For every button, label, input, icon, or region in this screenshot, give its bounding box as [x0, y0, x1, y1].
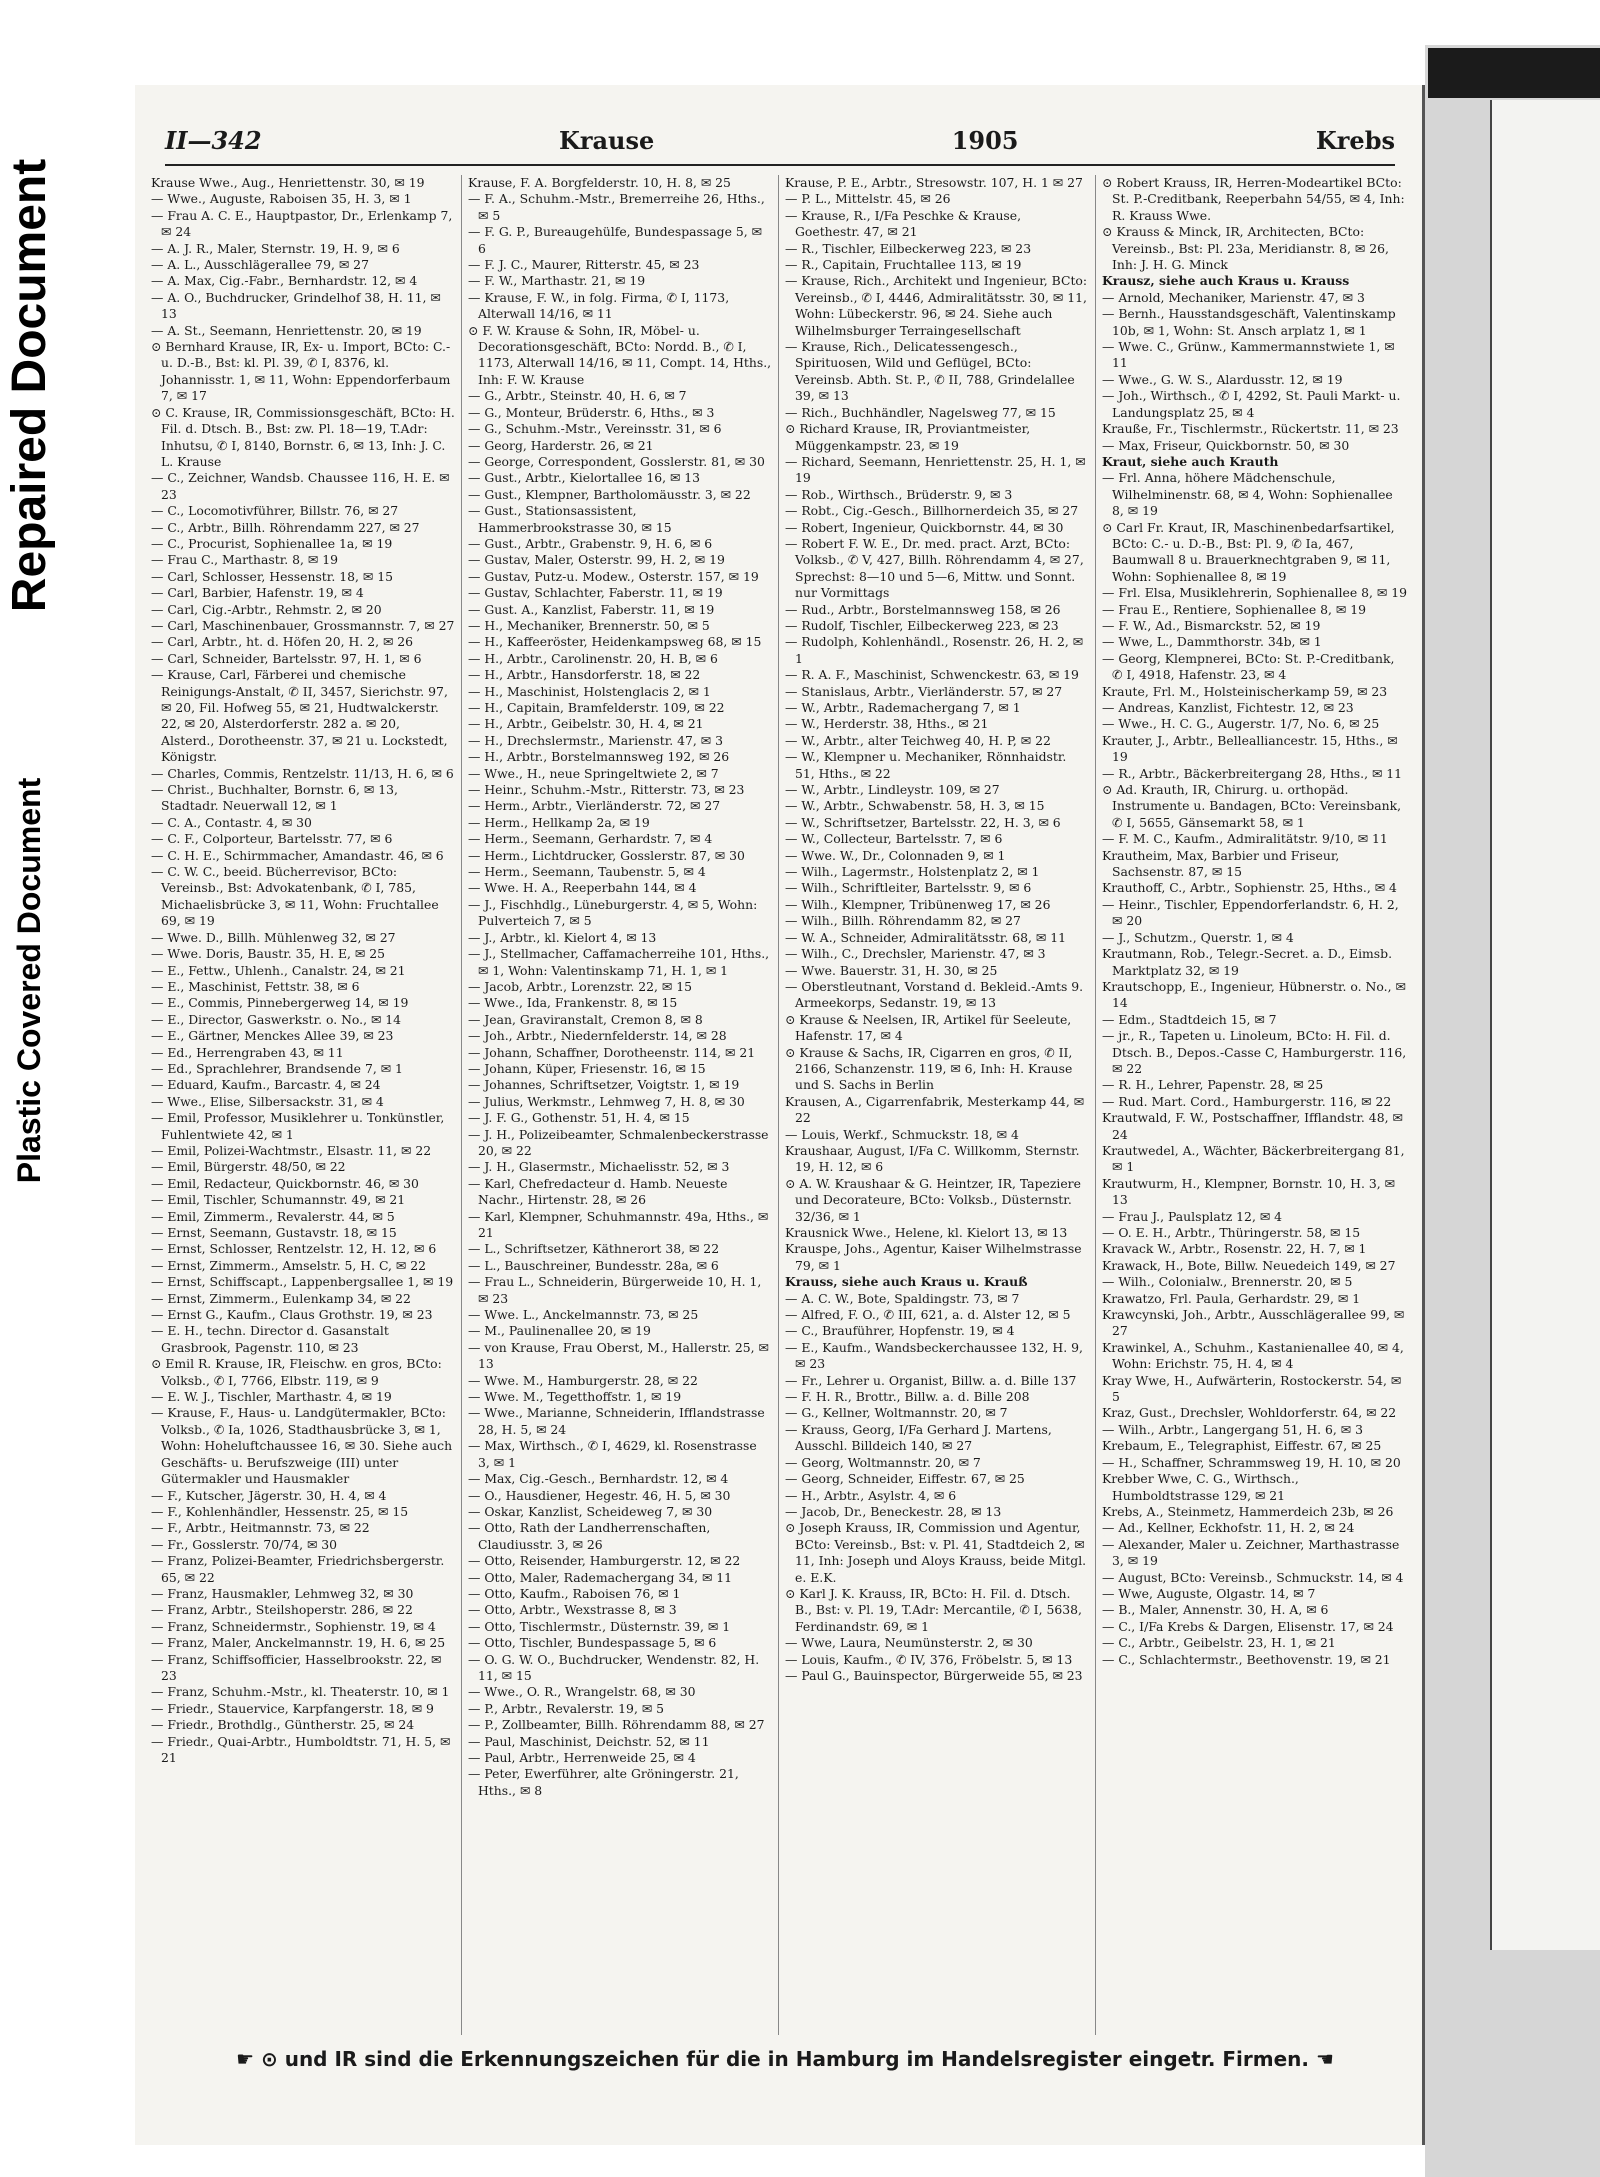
directory-entry: — H., Drechslermstr., Marienstr. 47, ✉ 3 — [468, 732, 723, 748]
directory-entry: — Frau L., Schneiderin, Bürgerweide 10, H. 1, ✉ 23 — [468, 1274, 762, 1306]
directory-entry: — Franz, Schneidermstr., Sophienstr. 19, ✉ 4 — [151, 1618, 436, 1634]
directory-entry: — Otto, Tischlermstr., Düsternstr. 39, ✉ 1 — [468, 1618, 731, 1634]
plastic-covered-text: Plastic Covered Document — [11, 777, 48, 1183]
directory-entry: — Krause, R., I/Fa Peschke & Krause, Goethestr. 47, ✉ 21 — [785, 207, 1022, 240]
directory-entry: — J. F. G., Gothenstr. 51, H. 4, ✉ 15 — [468, 1110, 690, 1126]
directory-entry: — Emil, Redacteur, Quickbornstr. 46, ✉ 30 — [151, 1175, 419, 1191]
directory-entry: — Frau A. C. E., Hauptpastor, Dr., Erlenkamp 7, ✉ 24 — [151, 207, 453, 240]
directory-entry: — Carl, Maschinenbauer, Grossmannstr. 7, ✉ 27 — [151, 617, 455, 633]
directory-entry: — F., Arbtr., Heitmannstr. 73, ✉ 22 — [151, 1520, 370, 1536]
directory-entry: Krawinkel, A., Schuhm., Kastanienallee 40, ✉ 4, Wohn: Erichstr. 75, H. 4, ✉ 4 — [1102, 1339, 1404, 1372]
directory-entry: — C., Arbtr., Geibelstr. 23, H. 1, ✉ 21 — [1102, 1635, 1336, 1651]
column-area — [145, 175, 1415, 2035]
directory-entry: — Ernst G., Kaufm., Claus Grothstr. 19, ✉ 23 — [151, 1307, 433, 1323]
directory-entry: — H., Capitain, Bramfelderstr. 109, ✉ 22 — [468, 700, 725, 715]
directory-entry: — Krause, Rich., Architekt und Ingenieur, BCto: Vereinsb., ✆ I, 4446, Admiralitätsstr. 30, ✉ 11, Wohn: Lübeckerstr. 96, ✉ 24. Siehe auch Wilhelmsburger Terraingesellschaft — [785, 273, 1088, 338]
directory-entry: Kraut, siehe auch Krauth — [1102, 453, 1279, 469]
directory-entry: — H., Arbtr., Geibelstr. 30, H. 4, ✉ 21 — [468, 716, 704, 732]
directory-entry: — R., Tischler, Eilbeckerweg 223, ✉ 23 — [785, 240, 1032, 256]
directory-entry: — Friedr., Stauervice, Karpfangerstr. 18, ✉ 9 — [151, 1700, 434, 1716]
directory-entry: — H., Maschinist, Holstenglacis 2, ✉ 1 — [468, 683, 711, 699]
directory-entry: — P., Zollbeamter, Billh. Röhrendamm 88, ✉ 27 — [468, 1717, 765, 1733]
directory-entry: Krautheim, Max, Barbier und Friseur, Sachsenstr. 87, ✉ 15 — [1102, 847, 1340, 880]
directory-entry: ⊙ Emil R. Krause, IR, Fleischw. en gros, BCto: Volksb., ✆ I, 7766, Elbstr. 119, ✉ 9 — [151, 1356, 442, 1388]
footer-note: ☛ ⊙ und IR sind die Erkennungszeichen für die in Hamburg im Handelsregister eingetr. Firmen. ☚ — [236, 2047, 1334, 2071]
directory-entry: — Krause, F. W., in folg. Firma, ✆ I, 1173, Alterwall 14/16, ✉ 11 — [468, 289, 730, 322]
directory-entry: ⊙ Joseph Krauss, IR, Commission und Agentur, BCto: Vereinsb., Bst: v. Pl. 41, Stadtdeich 2, ✉ 11, Inh: Joseph und Aloys Krauss, beide Mitgl. e. E.K. — [785, 1520, 1087, 1585]
directory-entry: — Ernst, Seemann, Gustavstr. 18, ✉ 15 — [151, 1225, 397, 1240]
directory-entry: — Franz, Schiffsofficier, Hasselbrookstr. 22, ✉ 23 — [151, 1651, 442, 1683]
directory-entry: — E., Director, Gaswerkstr. o. No., ✉ 14 — [151, 1011, 402, 1027]
directory-entry: — J. H., Glasermstr., Michaelisstr. 52, ✉ 3 — [468, 1159, 730, 1175]
directory-entry: — Paul, Arbtr., Herrenweide 25, ✉ 4 — [468, 1750, 696, 1765]
directory-entry: — Jacob, Arbtr., Lorenzstr. 22, ✉ 15 — [468, 978, 693, 994]
directory-entry: — Robert F. W. E., Dr. med. pract. Arzt, BCto: Volksb., ✆ V, 427, Billh. Röhrendamm 4, ✉ 27, Sprechst: 8—10 und 5—6, Mittw. und Sonnt. nur Vormittags — [785, 535, 1084, 601]
directory-entry: Krautschopp, E., Ingenieur, Hübnerstr. o. No., ✉ 14 — [1102, 978, 1406, 1011]
directory-entry: — Wwe., H. C. G., Augerstr. 1/7, No. 6, ✉ 25 — [1102, 716, 1380, 732]
directory-entry: — R. H., Lehrer, Papenstr. 28, ✉ 25 — [1102, 1077, 1324, 1093]
directory-entry: — E. W. J., Tischler, Marthastr. 4, ✉ 19 — [151, 1389, 392, 1405]
directory-entry: — C., Zeichner, Wandsb. Chaussee 116, H. E. ✉ 23 — [151, 470, 450, 502]
directory-entry: — Gust., Klempner, Bartholomäusstr. 3, ✉ 22 — [468, 486, 751, 502]
directory-entry: Krauter, J., Arbtr., Bellealliancestr. 15, Hths., ✉ 19 — [1102, 732, 1398, 765]
directory-entry: — F. H. R., Brottr., Billw. a. d. Bille 208 — [785, 1389, 1030, 1405]
directory-entry: — Wwe. C., Grünw., Kammermannstwiete 1, ✉ 11 — [1102, 339, 1395, 371]
directory-entry: ⊙ Richard Krause, IR, Proviantmeister, Müggenkampstr. 23, ✉ 19 — [785, 421, 1031, 453]
directory-entry: — Friedr., Brothdlg., Güntherstr. 25, ✉ 24 — [151, 1717, 415, 1733]
directory-entry: — E., Kaufm., Wandsbeckerchaussee 132, H. 9, ✉ 23 — [785, 1339, 1083, 1372]
directory-entry: Kraute, Frl. M., Holsteinischerkamp 59, ✉ 23 — [1102, 683, 1388, 699]
directory-entry: — Gust., Arbtr., Kielortallee 16, ✉ 13 — [468, 470, 701, 486]
directory-entry: ⊙ Carl Fr. Kraut, IR, Maschinenbedarfsartikel, BCto: C.- u. D.-B., Bst: Pl. 9, ✆ Ia, 467, Baumwall 8 u. Brauerknechtgraben 9, ✉ 11, Wohn: Sophienallee 8, ✉ 19 — [1102, 519, 1395, 584]
directory-entry: — C. A., Contastr. 4, ✉ 30 — [151, 814, 312, 830]
scan-border — [60, 0, 1600, 45]
directory-entry: Krause, F. A. Borgfelderstr. 10, H. 8, ✉ 25 — [468, 175, 731, 190]
directory-entry: — R. A. F., Maschinist, Schwenckestr. 63, ✉ 19 — [785, 667, 1079, 683]
directory-entry: — Louis, Werkf., Schmuckstr. 18, ✉ 4 — [785, 1126, 1019, 1142]
directory-entry: — O. G. W. O., Buchdrucker, Wendenstr. 82, H. 11, ✉ 15 — [468, 1651, 760, 1683]
directory-entry: — F. W., Marthastr. 21, ✉ 19 — [468, 273, 646, 289]
directory-entry: — Louis, Kaufm., ✆ IV, 376, Fröbelstr. 5, ✉ 13 — [785, 1651, 1073, 1667]
scan-dark-corner — [1428, 48, 1600, 98]
directory-entry: — B., Maler, Annenstr. 30, H. A, ✉ 6 — [1102, 1602, 1329, 1618]
directory-entry: Kraz, Gust., Drechsler, Wohldorferstr. 64, ✉ 22 — [1102, 1405, 1397, 1421]
directory-entry: — Wwe., H., neue Springeltwiete 2, ✉ 7 — [468, 765, 719, 781]
directory-entry: — Fr., Lehrer u. Organist, Billw. a. d. Bille 137 — [785, 1372, 1077, 1388]
directory-entry: — Alfred, F. O., ✆ III, 621, a. d. Alster 12, ✉ 5 — [785, 1307, 1071, 1323]
directory-entry: — Otto, Kaufm., Raboisen 76, ✉ 1 — [468, 1585, 681, 1601]
directory-entry: — Christ., Buchhalter, Bornstr. 6, ✉ 13, Stadtadr. Neuerwall 12, ✉ 1 — [151, 782, 398, 814]
directory-entry: — Wwe, L., Dammthorstr. 34b, ✉ 1 — [1102, 634, 1322, 650]
directory-entry: — Wilh., Lagermstr., Holstenplatz 2, ✉ 1 — [785, 864, 1040, 880]
column-4 — [1096, 175, 1413, 2035]
directory-entry: — Wwe, Laura, Neumünsterstr. 2, ✉ 30 — [785, 1635, 1033, 1651]
directory-entry: — Otto, Rath der Landherrenschaften, Claudiusstr. 3, ✉ 26 — [468, 1520, 711, 1552]
directory-entry: — L., Bauschreiner, Bundesstr. 28a, ✉ 6 — [468, 1257, 719, 1273]
directory-entry: — Otto, Tischler, Bundespassage 5, ✉ 6 — [468, 1635, 717, 1651]
directory-entry: ⊙ Krauss & Minck, IR, Architecten, BCto: Vereinsb., Bst: Pl. 23a, Meridianstr. 8, ✉ 26, Inh: J. H. G. Minck — [1102, 224, 1389, 273]
directory-entry: — Wwe. D., Billh. Mühlenweg 32, ✉ 27 — [151, 929, 396, 945]
directory-entry: — H., Mechaniker, Brennerstr. 50, ✉ 5 — [468, 617, 710, 633]
directory-entry: Krawack, H., Bote, Billw. Neuedeich 149, ✉ 27 — [1102, 1257, 1396, 1273]
directory-entry: — Emil, Tischler, Schumannstr. 49, ✉ 21 — [151, 1192, 406, 1208]
directory-entry: — Peter, Ewerführer, alte Gröningerstr. 21, Hths., ✉ 8 — [468, 1766, 739, 1798]
directory-entry: Kravack W., Arbtr., Rosenstr. 22, H. 7, ✉ 1 — [1102, 1241, 1367, 1257]
directory-entry: — Wwe., Marianne, Schneiderin, Ifflandstrasse 28, H. 5, ✉ 24 — [468, 1405, 765, 1437]
directory-entry: — Wwe. M., Tegetthoffstr. 1, ✉ 19 — [468, 1389, 682, 1405]
directory-entry: — Fr., Gosslerstr. 70/74, ✉ 30 — [151, 1536, 338, 1552]
directory-entry: — Wilh., Colonialw., Brennerstr. 20, ✉ 5 — [1102, 1274, 1353, 1290]
directory-entry: — Gustav, Maler, Osterstr. 99, H. 2, ✉ 19 — [468, 552, 725, 568]
directory-entry: — Karl, Chefredacteur d. Hamb. Neueste Nachr., Hirtenstr. 28, ✉ 26 — [468, 1175, 728, 1208]
directory-entry: — Emil, Professor, Musiklehrer u. Tonkünstler, Fuhlentwiete 42, ✉ 1 — [151, 1110, 445, 1142]
directory-entry: Krauße, Fr., Tischlermstr., Rückertstr. 11, ✉ 23 — [1102, 421, 1399, 437]
directory-entry: — Wwe., Auguste, Raboisen 35, H. 3, ✉ 1 — [151, 191, 412, 207]
directory-entry: — H., Arbtr., Carolinenstr. 20, H. B, ✉ 6 — [468, 650, 718, 666]
directory-entry: — C., Schlachtermstr., Beethovenstr. 19, ✉ 21 — [1102, 1651, 1391, 1667]
directory-entry: — Julius, Werkmstr., Lehmweg 7, H. 8, ✉ 30 — [468, 1093, 745, 1109]
directory-entry: — Herm., Seemann, Gerhardstr. 7, ✉ 4 — [468, 831, 713, 847]
directory-entry: — Otto, Maler, Rademachergang 34, ✉ 11 — [468, 1569, 733, 1585]
directory-entry: ⊙ Bernhard Krause, IR, Ex- u. Import, BCto: C.- u. D.-B., Bst: kl. Pl. 39, ✆ I, 8376, kl. Johannisstr. 1, ✉ 11, Wohn: Eppendorferbaum 7, ✉ 17 — [151, 339, 451, 404]
directory-entry: — F. A., Schuhm.-Mstr., Bremerreihe 26, Hths., ✉ 5 — [468, 191, 765, 223]
directory-entry: — Wwe. H. A., Reeperbahn 144, ✉ 4 — [468, 880, 697, 896]
directory-entry: — Andreas, Kanzlist, Fichtestr. 12, ✉ 23 — [1102, 700, 1354, 715]
directory-entry: — Jean, Graviranstalt, Cremon 8, ✉ 8 — [468, 1011, 703, 1027]
directory-entry: ⊙ Krause & Sachs, IR, Cigarren en gros, ✆ II, 2166, Schanzenstr. 119, ✉ 6, Inh: H. Krause und S. Sachs in Berlin — [785, 1044, 1073, 1093]
directory-entry: — Gustav, Putz-u. Modew., Osterstr. 157, ✉ 19 — [468, 568, 759, 584]
directory-entry: — Emil, Bürgerstr. 48/50, ✉ 22 — [151, 1159, 346, 1175]
directory-entry: — August, BCto: Vereinsb., Schmuckstr. 14, ✉ 4 — [1102, 1569, 1404, 1585]
directory-entry: — A. L., Ausschlägerallee 79, ✉ 27 — [151, 257, 369, 273]
directory-entry: — E. H., techn. Director d. Gasanstalt Grasbrook, Pagenstr. 110, ✉ 23 — [151, 1323, 389, 1355]
directory-entry: — Alexander, Maler u. Zeichner, Marthastrasse 3, ✉ 19 — [1102, 1536, 1400, 1569]
directory-entry: — Frau E., Rentiere, Sophienallee 8, ✉ 19 — [1102, 601, 1366, 617]
page-header — [165, 120, 1395, 166]
directory-entry: — Gust., Stationsassistent, Hammerbrookstrasse 30, ✉ 15 — [468, 503, 672, 535]
directory-page — [135, 85, 1425, 2145]
directory-entry: — Frau C., Marthastr. 8, ✉ 19 — [151, 552, 338, 568]
directory-entry: — A. Max, Cig.-Fabr., Bernhardstr. 12, ✉ 4 — [151, 273, 418, 289]
directory-entry: — Wilh., Schriftleiter, Bartelsstr. 9, ✉ 6 — [785, 880, 1032, 896]
directory-entry: — Max, Cig.-Gesch., Bernhardstr. 12, ✉ 4 — [468, 1471, 729, 1487]
directory-entry: — Richard, Seemann, Henriettenstr. 25, H. 1, ✉ 19 — [785, 453, 1086, 486]
directory-entry: — F. J. C., Maurer, Ritterstr. 45, ✉ 23 — [468, 257, 700, 273]
directory-entry: — Stanislaus, Arbtr., Vierländerstr. 57, ✉ 27 — [785, 683, 1063, 699]
directory-entry: — Otto, Arbtr., Wexstrasse 8, ✉ 3 — [468, 1602, 677, 1618]
directory-entry: — C., Brauführer, Hopfenstr. 19, ✉ 4 — [785, 1323, 1015, 1339]
directory-entry: — W., Arbtr., Schwabenstr. 58, H. 3, ✉ 15 — [785, 798, 1045, 814]
directory-entry: — H., Arbtr., Hansdorferstr. 18, ✉ 22 — [468, 667, 701, 683]
directory-entry: — Georg, Klempnerei, BCto: St. P.-Creditbank, ✆ I, 4918, Hafenstr. 23, ✉ 4 — [1102, 650, 1395, 683]
directory-entry: — A. O., Buchdrucker, Grindelhof 38, H. 11, ✉ 13 — [151, 289, 441, 322]
directory-entry: — Carl, Arbtr., ht. d. Höfen 20, H. 2, ✉ 26 — [151, 634, 414, 650]
column-2 — [462, 175, 779, 2035]
directory-entry: Krausnick Wwe., Helene, kl. Kielort 13, ✉ 13 — [785, 1225, 1068, 1240]
directory-entry: — Joh., Wirthsch., ✆ I, 4292, St. Pauli Markt- u. Landungsplatz 25, ✉ 4 — [1102, 388, 1401, 420]
directory-entry: — Herm., Hellkamp 2a, ✉ 19 — [468, 814, 650, 830]
directory-entry: — Heinr., Schuhm.-Mstr., Ritterstr. 73, ✉ 23 — [468, 782, 745, 798]
next-page-edge — [1490, 100, 1600, 1950]
directory-entry: — Carl, Cig.-Arbtr., Rehmstr. 2, ✉ 20 — [151, 601, 382, 617]
directory-entry: — C. F., Colporteur, Bartelsstr. 77, ✉ 6 — [151, 831, 393, 847]
directory-entry: ⊙ C. Krause, IR, Commissionsgeschäft, BCto: H. Fil. d. Dtsch. B., Bst: zw. Pl. 18—19, T.Adr: Inhutsu, ✆ I, 8140, Bornstr. 6, ✉ 13, Inh: J. C. L. Krause — [151, 404, 455, 469]
directory-entry: — Wilh., Klempner, Tribünenweg 17, ✉ 26 — [785, 896, 1051, 912]
directory-entry: — J., Schutzm., Querstr. 1, ✉ 4 — [1102, 929, 1294, 945]
directory-entry: — Carl, Schlosser, Hessenstr. 18, ✉ 15 — [151, 568, 393, 584]
header-left-word: Krause — [558, 125, 655, 155]
directory-entry: — C., Locomotivführer, Billstr. 76, ✉ 27 — [151, 503, 399, 519]
directory-entry: — Charles, Commis, Rentzelstr. 11/13, H. 6, ✉ 6 — [151, 765, 454, 781]
directory-entry: — P. L., Mittelstr. 45, ✉ 26 — [785, 191, 951, 207]
directory-entry: — E., Fettw., Uhlenh., Canalstr. 24, ✉ 21 — [151, 962, 406, 978]
directory-entry: — Ernst, Zimmerm., Amselstr. 5, H. C, ✉ 22 — [151, 1257, 426, 1273]
directory-entry: — Emil, Polizei-Wachtmstr., Elsastr. 11, ✉ 22 — [151, 1142, 432, 1158]
directory-entry: — Jacob, Dr., Beneckestr. 28, ✉ 13 — [785, 1503, 1002, 1519]
directory-entry: Krausen, A., Cigarrenfabrik, Mesterkamp 44, ✉ 22 — [785, 1093, 1085, 1126]
directory-entry: — von Krause, Frau Oberst, M., Hallerstr. 25, ✉ 13 — [468, 1339, 769, 1372]
directory-entry: — A. St., Seemann, Henriettenstr. 20, ✉ 19 — [151, 322, 422, 338]
directory-entry: — Franz, Hausmakler, Lehmweg 32, ✉ 30 — [151, 1585, 414, 1601]
directory-entry: — Ernst, Schiffscapt., Lappenbergsallee 1, ✉ 19 — [151, 1274, 454, 1290]
directory-entry: — George, Correspondent, Gosslerstr. 81, ✉ 30 — [468, 453, 765, 469]
directory-entry: — W., Arbtr., Lindleystr. 109, ✉ 27 — [785, 782, 1000, 798]
directory-entry: — G., Schuhm.-Mstr., Vereinsstr. 31, ✉ 6 — [468, 421, 722, 437]
directory-entry: — Frl. Elsa, Musiklehrerin, Sophienallee 8, ✉ 19 — [1102, 585, 1407, 601]
directory-entry: — J., Fischhdlg., Lüneburgerstr. 4, ✉ 5, Wohn: Pulverteich 7, ✉ 5 — [468, 896, 758, 929]
directory-entry: — J. H., Polizeibeamter, Schmalenbeckerstrasse 20, ✉ 22 — [468, 1126, 769, 1158]
directory-entry: — Karl, Klempner, Schuhmannstr. 49a, Hths., ✉ 21 — [468, 1208, 769, 1240]
directory-entry: — Herm., Arbtr., Vierländerstr. 72, ✉ 27 — [468, 798, 721, 814]
directory-entry: — F., Kutscher, Jägerstr. 30, H. 4, ✉ 4 — [151, 1487, 387, 1503]
directory-entry: — Oskar, Kanzlist, Scheideweg 7, ✉ 30 — [468, 1503, 713, 1519]
directory-entry: Krausz, siehe auch Kraus u. Krauss — [1102, 273, 1350, 289]
directory-entry: Krautwurm, H., Klempner, Bornstr. 10, H. 3, ✉ 13 — [1102, 1175, 1395, 1208]
directory-entry: — C., Arbtr., Billh. Röhrendamm 227, ✉ 27 — [151, 519, 420, 535]
directory-entry: — Wwe. L., Anckelmannstr. 73, ✉ 25 — [468, 1307, 699, 1323]
repaired-document-text: Repaired Document — [3, 158, 57, 612]
directory-entry: — Krause, Rich., Delicatessengesch., Spirituosen, Wild und Geflügel, BCto: Vereinsb. Abth. St. P., ✆ II, 788, Grindelallee 39, ✉ 13 — [785, 339, 1075, 404]
directory-entry: — F., Kohlenhändler, Hessenstr. 25, ✉ 15 — [151, 1503, 409, 1519]
directory-entry: Krauspe, Johs., Agentur, Kaiser Wilhelmstrasse 79, ✉ 1 — [785, 1241, 1082, 1273]
repaired-document-label — [0, 120, 60, 650]
directory-entry: — F. M. C., Kaufm., Admiralitätstr. 9/10, ✉ 11 — [1102, 831, 1388, 847]
directory-entry: — H., Arbtr., Asylstr. 4, ✉ 6 — [785, 1487, 957, 1503]
directory-entry: — H., Schaffner, Schrammsweg 19, H. 10, ✉ 20 — [1102, 1454, 1401, 1470]
directory-entry: Krebber Wwe, C. G., Wirthsch., Humboldtstrasse 129, ✉ 21 — [1102, 1471, 1299, 1503]
directory-entry: — Joh., Arbtr., Niedernfelderstr. 14, ✉ 28 — [468, 1028, 727, 1044]
directory-entry: — W., Herderstr. 38, Hths., ✉ 21 — [785, 716, 989, 732]
directory-entry: — Paul, Maschinist, Deichstr. 52, ✉ 11 — [468, 1733, 710, 1749]
directory-entry: — E., Gärtner, Menckes Allee 39, ✉ 23 — [151, 1028, 394, 1044]
directory-entry: Krautwedel, A., Wächter, Bäckerbreitergang 81, ✉ 1 — [1102, 1142, 1405, 1175]
directory-entry: ⊙ Karl J. K. Krauss, IR, BCto: H. Fil. d. Dtsch. B., Bst: v. Pl. 19, T.Adr: Mercantile, ✆ I, 5638, Ferdinandstr. 69, ✉ 1 — [785, 1585, 1082, 1634]
directory-entry: — Wwe. M., Hamburgerstr. 28, ✉ 22 — [468, 1372, 698, 1388]
directory-entry: ⊙ A. W. Kraushaar & G. Heintzer, IR, Tapeziere und Decorateure, BCto: Volksb., Düsternstr. 32/36, ✉ 1 — [785, 1175, 1081, 1224]
directory-entry: — Wwe. Bauerstr. 31, H. 30, ✉ 25 — [785, 962, 998, 978]
directory-entry: Krawatzo, Frl. Paula, Gerhardstr. 29, ✉ 1 — [1102, 1290, 1361, 1306]
directory-entry: — Krause, Carl, Färberei und chemische Reinigungs-Anstalt, ✆ II, 3457, Sierichstr. 97, ✉ 20, Fil. Hofweg 55, ✉ 21, Hudtwalckerstr. 22, ✉ 20, Alsterdorferstr. 282 a. ✉ 20, Alsterd., Dorotheenstr. 37, ✉ 21 u. Lockstedt, Königstr. — [151, 667, 448, 765]
directory-entry: — Gust., Arbtr., Grabenstr. 9, H. 6, ✉ 6 — [468, 535, 713, 551]
directory-entry: — Robt., Cig.-Gesch., Billhornerdeich 35, ✉ 27 — [785, 503, 1079, 519]
directory-entry: — Carl, Barbier, Hafenstr. 19, ✉ 4 — [151, 585, 364, 601]
directory-entry: — Emil, Zimmerm., Revalerstr. 44, ✉ 5 — [151, 1208, 395, 1224]
directory-entry: — Johann, Küper, Friesenstr. 16, ✉ 15 — [468, 1060, 706, 1076]
directory-entry: Krebaum, E., Telegraphist, Eiffestr. 67, ✉ 25 — [1102, 1438, 1382, 1454]
directory-entry: — Ernst, Zimmerm., Eulenkamp 34, ✉ 22 — [151, 1290, 411, 1306]
directory-entry: — O., Hausdiener, Hegestr. 46, H. 5, ✉ 30 — [468, 1487, 731, 1503]
directory-entry: — Johannes, Schriftsetzer, Voigtstr. 1, ✉ 19 — [468, 1077, 740, 1093]
directory-entry: — Wilh., Billh. Röhrendamm 82, ✉ 27 — [785, 913, 1021, 929]
directory-entry: — Ed., Sprachlehrer, Brandsende 7, ✉ 1 — [151, 1060, 403, 1076]
directory-entry: — Rob., Wirthsch., Brüderstr. 9, ✉ 3 — [785, 486, 1013, 502]
directory-entry: — Oberstleutnant, Vorstand d. Bekleid.-Amts 9. Armeekorps, Sedanstr. 19, ✉ 13 — [785, 978, 1084, 1011]
directory-entry: — G., Kellner, Woltmannstr. 20, ✉ 7 — [785, 1405, 1008, 1421]
plastic-covered-label — [0, 700, 60, 1260]
directory-entry: — Ed., Herrengraben 43, ✉ 11 — [151, 1044, 344, 1060]
directory-entry: — jr., R., Tapeten u. Linoleum, BCto: H. Fil. d. Dtsch. B., Depos.-Casse C, Hamburgerstr. 116, ✉ 22 — [1102, 1028, 1407, 1076]
directory-entry: — W., Arbtr., Rademachergang 7, ✉ 1 — [785, 700, 1021, 715]
directory-entry: — Georg, Woltmannstr. 20, ✉ 7 — [785, 1454, 981, 1470]
directory-entry: — Wwe. W., Dr., Colonnaden 9, ✉ 1 — [785, 847, 1006, 863]
directory-entry: — Arnold, Mechaniker, Marienstr. 47, ✉ 3 — [1102, 289, 1365, 305]
directory-entry: — Wwe., G. W. S., Alardusstr. 12, ✉ 19 — [1102, 371, 1343, 387]
directory-entry: ⊙ F. W. Krause & Sohn, IR, Möbel- u. Decorationsgeschäft, BCto: Nordd. B., ✆ I, 1173, Alterwall 14/16, ✉ 11, Compt. 14, Hths., Inh: F. W. Krause — [468, 322, 772, 387]
header-right-word: Krebs — [1315, 125, 1395, 155]
directory-entry: Krautmann, Rob., Telegr.-Secret. a. D., Eimsb. Marktplatz 32, ✉ 19 — [1102, 946, 1393, 978]
directory-entry: — Ad., Kellner, Eckhofstr. 11, H. 2, ✉ 24 — [1102, 1520, 1355, 1536]
directory-entry: — A. J. R., Maler, Sternstr. 19, H. 9, ✉ 6 — [151, 240, 400, 256]
page-number: II—342 — [165, 125, 262, 155]
directory-entry: — L., Schriftsetzer, Käthnerort 38, ✉ 22 — [468, 1241, 720, 1257]
directory-entry: — Franz, Schuhm.-Mstr., kl. Theaterstr. 10, ✉ 1 — [151, 1684, 450, 1700]
directory-entry: — Wwe, Auguste, Olgastr. 14, ✉ 7 — [1102, 1585, 1316, 1601]
directory-entry: — Gustav, Schlachter, Faberstr. 11, ✉ 19 — [468, 585, 723, 601]
directory-entry: — Wwe., Elise, Silbersackstr. 31, ✉ 4 — [151, 1093, 384, 1109]
column-1 — [145, 175, 462, 2035]
directory-entry: — Franz, Maler, Anckelmannstr. 19, H. 6, ✉ 25 — [151, 1635, 446, 1651]
directory-entry: — E., Maschinist, Fettstr. 38, ✉ 6 — [151, 978, 360, 994]
directory-entry: — Edm., Stadtdeich 15, ✉ 7 — [1102, 1011, 1277, 1027]
directory-entry: — Georg, Harderstr. 26, ✉ 21 — [468, 437, 654, 453]
directory-entry: — A. C. W., Bote, Spaldingstr. 73, ✉ 7 — [785, 1290, 1020, 1306]
directory-entry: — Herm., Lichtdrucker, Gosslerstr. 87, ✉ 30 — [468, 847, 745, 863]
directory-entry: — O. E. H., Arbtr., Thüringerstr. 58, ✉ 15 — [1102, 1225, 1361, 1240]
directory-entry: — Heinr., Tischler, Eppendorferlandstr. 6, H. 2, ✉ 20 — [1102, 896, 1399, 929]
directory-entry: — F. G. P., Bureaugehülfe, Bundespassage 5, ✉ 6 — [468, 224, 762, 256]
directory-entry: — Ernst, Schlosser, Rentzelstr. 12, H. 12, ✉ 6 — [151, 1241, 437, 1257]
directory-entry: — Wwe., O. R., Wrangelstr. 68, ✉ 30 — [468, 1684, 696, 1700]
directory-entry: — Wilh., C., Drechsler, Marienstr. 47, ✉ 3 — [785, 946, 1046, 962]
directory-entry: — Franz, Arbtr., Steilshoperstr. 286, ✉ 22 — [151, 1602, 413, 1618]
directory-entry: — Wwe., Ida, Frankenstr. 8, ✉ 15 — [468, 995, 678, 1011]
directory-entry: — Max, Wirthsch., ✆ I, 4629, kl. Rosenstrasse 3, ✉ 1 — [468, 1438, 757, 1470]
directory-entry: — Paul G., Bauinspector, Bürgerweide 55, ✉ 23 — [785, 1667, 1083, 1683]
directory-entry: — W., Arbtr., alter Teichweg 40, H. P, ✉ 22 — [785, 732, 1051, 748]
directory-entry: Krauthoff, C., Arbtr., Sophienstr. 25, Hths., ✉ 4 — [1102, 880, 1397, 896]
directory-entry: — Gust. A., Kanzlist, Faberstr. 11, ✉ 19 — [468, 601, 715, 617]
directory-entry: — C. H. E., Schirmmacher, Amandastr. 46, ✉ 6 — [151, 847, 444, 863]
directory-entry: — H., Kaffeeröster, Heidenkampsweg 68, ✉ 15 — [468, 634, 762, 650]
directory-entry: — J., Stellmacher, Caffamacherreihe 101, Hths., ✉ 1, Wohn: Valentinskamp 71, H. 1, ✉ 1 — [468, 946, 770, 978]
directory-entry: — Georg, Schneider, Eiffestr. 67, ✉ 25 — [785, 1471, 1025, 1487]
left-margin-strip — [0, 0, 60, 2177]
directory-entry: — F. W., Ad., Bismarckstr. 52, ✉ 19 — [1102, 617, 1321, 633]
directory-entry: ⊙ Robert Krauss, IR, Herren-Modeartikel BCto: St. P.-Creditbank, Reeperbahn 54/55, ✉ 4, Inh: R. Krauss Wwe. — [1102, 175, 1405, 223]
directory-entry: — H., Arbtr., Borstelmannsweg 192, ✉ 26 — [468, 749, 730, 765]
directory-entry: ⊙ Krause & Neelsen, IR, Artikel für Seeleute, Hafenstr. 17, ✉ 4 — [785, 1011, 1072, 1044]
directory-entry: — Franz, Polizei-Beamter, Friedrichsbergerstr. 65, ✉ 22 — [151, 1553, 445, 1585]
column-3 — [779, 175, 1096, 2035]
directory-entry: Krause, P. E., Arbtr., Stresowstr. 107, H. 1 ✉ 27 — [785, 175, 1083, 190]
directory-entry: Krawcynski, Joh., Arbtr., Ausschlägerallee 99, ✉ 27 — [1102, 1307, 1405, 1339]
directory-entry: Krautwald, F. W., Postschaffner, Ifflandstr. 48, ✉ 24 — [1102, 1110, 1403, 1142]
directory-entry: — Krauss, Georg, I/Fa Gerhard J. Martens, Ausschl. Billdeich 140, ✉ 27 — [785, 1421, 1052, 1454]
directory-entry: — Rud., Arbtr., Borstelmannsweg 158, ✉ 26 — [785, 601, 1061, 617]
directory-entry: Kraushaar, August, I/Fa C. Willkomm, Sternstr. 19, H. 12, ✉ 6 — [785, 1142, 1080, 1175]
directory-entry: — C., Procurist, Sophienallee 1a, ✉ 19 — [151, 535, 393, 551]
directory-entry: Krause Wwe., Aug., Henriettenstr. 30, ✉ 19 — [151, 175, 425, 190]
directory-entry: — Friedr., Quai-Arbtr., Humboldtstr. 71, H. 5, ✉ 21 — [151, 1733, 451, 1765]
directory-entry: — G., Arbtr., Steinstr. 40, H. 6, ✉ 7 — [468, 388, 687, 404]
directory-entry: — C. W. C., beeid. Bücherrevisor, BCto: Vereinsb., Bst: Advokatenbank, ✆ I, 785, Michaelisbrücke 3, ✉ 11, Wohn: Fruchtallee 69, ✉ 19 — [151, 864, 439, 929]
directory-entry: — W., Schriftsetzer, Bartelsstr. 22, H. 3, ✉ 6 — [785, 814, 1061, 830]
directory-entry: — P., Arbtr., Revalerstr. 19, ✉ 5 — [468, 1700, 665, 1716]
directory-entry: Krebs, A., Steinmetz, Hammerdeich 23b, ✉ 26 — [1102, 1503, 1394, 1519]
directory-entry: — J., Arbtr., kl. Kielort 4, ✉ 13 — [468, 929, 657, 945]
directory-entry: — Carl, Schneider, Bartelsstr. 97, H. 1, ✉ 6 — [151, 650, 422, 666]
directory-entry: — Wilh., Arbtr., Langergang 51, H. 6, ✉ 3 — [1102, 1421, 1363, 1437]
directory-entry: — W. A., Schneider, Admiralitätsstr. 68, ✉ 11 — [785, 929, 1066, 945]
directory-entry: — Max, Friseur, Quickbornstr. 50, ✉ 30 — [1102, 437, 1350, 453]
directory-entry: — M., Paulinenallee 20, ✉ 19 — [468, 1323, 651, 1339]
directory-entry: ⊙ Ad. Krauth, IR, Chirurg. u. orthopäd. Instrumente u. Bandagen, BCto: Vereinsbank, ✆ I, 5655, Gänsemarkt 58, ✉ 1 — [1102, 782, 1402, 830]
directory-entry: — R., Arbtr., Bäckerbreitergang 28, Hths., ✉ 11 — [1102, 765, 1403, 781]
directory-entry: — Bernh., Hausstandsgeschäft, Valentinskamp 10b, ✉ 1, Wohn: St. Ansch arplatz 1, ✉ 1 — [1102, 306, 1396, 338]
header-year: 1905 — [951, 125, 1019, 155]
directory-entry: — Frl. Anna, höhere Mädchenschule, Wilhelminenstr. 68, ✉ 4, Wohn: Sophienallee 8, ✉ 19 — [1102, 470, 1393, 519]
directory-entry: — Herm., Seemann, Taubenstr. 5, ✉ 4 — [468, 864, 706, 880]
directory-entry: Kray Wwe, H., Aufwärterin, Rostockerstr. 54, ✉ 5 — [1102, 1372, 1402, 1405]
directory-entry: — E., Commis, Pinnebergerweg 14, ✉ 19 — [151, 995, 409, 1011]
directory-entry: Krauss, siehe auch Kraus u. Krauß — [785, 1274, 1028, 1290]
directory-entry: — G., Monteur, Brüderstr. 6, Hths., ✉ 3 — [468, 404, 715, 420]
directory-entry: — Rudolf, Tischler, Eilbeckerweg 223, ✉ 23 — [785, 617, 1059, 633]
directory-entry: — W., Klempner u. Mechaniker, Rönnhaidstr. 51, Hths., ✉ 22 — [785, 749, 1067, 781]
directory-entry: — Johann, Schaffner, Dorotheenstr. 114, ✉ 21 — [468, 1044, 756, 1060]
directory-entry: — Eduard, Kaufm., Barcastr. 4, ✉ 24 — [151, 1077, 381, 1093]
directory-entry: — Wwe. Doris, Baustr. 35, H. E, ✉ 25 — [151, 946, 385, 962]
directory-entry: — Frau J., Paulsplatz 12, ✉ 4 — [1102, 1208, 1283, 1224]
directory-entry: — Rich., Buchhändler, Nagelsweg 77, ✉ 15 — [785, 404, 1056, 420]
directory-entry: — R., Capitain, Fruchtallee 113, ✉ 19 — [785, 257, 1022, 273]
directory-entry: — Rudolph, Kohlenhändl., Rosenstr. 26, H. 2, ✉ 1 — [785, 634, 1084, 666]
directory-entry: — Otto, Reisender, Hamburgerstr. 12, ✉ 22 — [468, 1553, 741, 1569]
directory-entry: — C., I/Fa Krebs & Dargen, Elisenstr. 17, ✉ 24 — [1102, 1618, 1394, 1634]
directory-entry: — Rud. Mart. Cord., Hamburgerstr. 116, ✉ 22 — [1102, 1093, 1392, 1109]
directory-entry: — W., Collecteur, Bartelsstr. 7, ✉ 6 — [785, 831, 1003, 847]
directory-entry: — Krause, F., Haus- u. Landgütermakler, BCto: Volksb., ✆ Ia, 1026, Stadthausbrücke 3, ✉ 1, Wohn: Hoheluftchaussee 16, ✉ 30. Siehe auch Geschäfts- u. Berufszweige (III) unter Gütermakler und Hausmakler — [151, 1405, 453, 1487]
directory-entry: — Robert, Ingenieur, Quickbornstr. 44, ✉ 30 — [785, 519, 1064, 535]
